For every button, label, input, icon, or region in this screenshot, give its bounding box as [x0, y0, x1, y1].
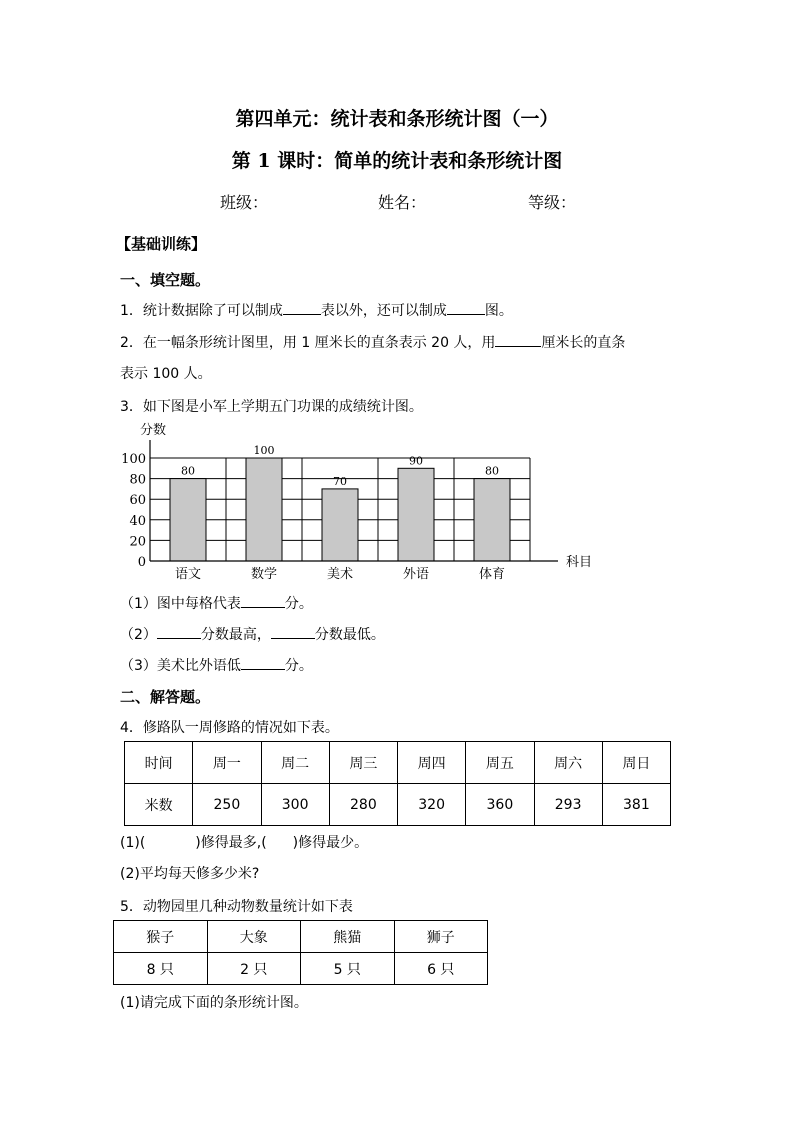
q4s1-text-b: )修得最多,(	[195, 835, 267, 851]
q3s1-text-a: （1）图中每格代表	[120, 596, 241, 612]
q3-sub-3	[120, 655, 313, 675]
table4-cell: 周五	[466, 742, 534, 784]
q3s2-blank-1[interactable]	[157, 624, 201, 639]
x-axis-title: 科目	[566, 555, 593, 570]
x-category-label: 美术	[326, 567, 354, 582]
y-tick-label: 60	[129, 493, 146, 509]
table4-cell: 381	[602, 784, 670, 826]
y-tick-label: 100	[121, 452, 146, 467]
bar-体育	[474, 479, 510, 561]
table5-cell: 5 只	[301, 953, 395, 985]
table4-cell: 周三	[329, 742, 397, 784]
table5-cell: 6 只	[394, 953, 488, 985]
table4-cell: 周六	[534, 742, 602, 784]
table4-cell: 300	[261, 784, 329, 826]
question-5: 5．动物园里几种动物数量统计如下表	[120, 899, 353, 915]
x-category-label: 语文	[174, 567, 202, 582]
table4-cell: 米数	[125, 784, 193, 826]
table4-data-row	[125, 784, 671, 826]
bar-数学	[246, 458, 282, 561]
bar-data-label: 80	[181, 464, 195, 478]
q4s1-text-a: (1)(	[120, 835, 146, 851]
q5-sub-1: (1)请完成下面的条形统计图。	[120, 995, 308, 1011]
table4-cell: 280	[329, 784, 397, 826]
score-bar-chart	[110, 418, 610, 583]
x-category-label: 体育	[478, 567, 506, 582]
name-field-label: 姓名：	[378, 193, 427, 212]
table4-cell: 360	[466, 784, 534, 826]
q3-sub-2	[120, 624, 385, 644]
y-tick-label: 40	[129, 513, 146, 529]
bar-data-label: 80	[485, 464, 499, 478]
question-1	[120, 300, 513, 320]
class-field-label: 班级：	[220, 193, 269, 212]
zoo-animals-table	[113, 920, 488, 985]
table5-cell: 狮子	[394, 921, 488, 953]
table4-cell: 周日	[602, 742, 670, 784]
q3s2-blank-2[interactable]	[271, 624, 315, 639]
table5-data-row	[114, 953, 488, 985]
bar-data-label: 70	[333, 474, 347, 488]
question-3: 3．如下图是小军上学期五门功课的成绩统计图。	[120, 399, 423, 415]
q3s2-text-b: 分数最高，	[200, 627, 271, 643]
section-basic-training: 【基础训练】	[116, 235, 207, 253]
page-title: 第四单元：统计表和条形统计图（一）	[235, 108, 559, 130]
q1-text-c: 图。	[484, 303, 513, 319]
q3-sub-1	[120, 593, 313, 613]
q4-sub-1	[120, 832, 368, 852]
table5-header-row	[114, 921, 488, 953]
y-axis-title: 分数	[140, 423, 167, 438]
y-tick-label: 80	[129, 472, 146, 488]
question-2	[120, 332, 625, 352]
q1-text-b: 表以外，还可以制成	[320, 303, 447, 319]
q1-blank-1[interactable]	[283, 300, 321, 315]
table5-cell: 猴子	[114, 921, 208, 953]
q3s1-text-b: 分。	[284, 596, 313, 612]
q1-text-a: 1．统计数据除了可以制成	[120, 303, 283, 319]
road-repair-table	[124, 741, 671, 826]
q3s2-text-a: （2）	[120, 627, 157, 643]
y-tick-label: 20	[129, 534, 146, 550]
q3s3-blank[interactable]	[241, 655, 285, 670]
q3s3-text-a: （3）美术比外语低	[120, 658, 241, 674]
bar-外语	[398, 468, 434, 561]
question-4: 4．修路队一周修路的情况如下表。	[120, 720, 339, 736]
table5-cell: 熊猫	[301, 921, 395, 953]
q2-blank[interactable]	[495, 332, 541, 347]
table4-cell: 周四	[398, 742, 466, 784]
table4-header-row	[125, 742, 671, 784]
grade-field-label: 等级：	[528, 193, 577, 212]
table4-cell: 293	[534, 784, 602, 826]
bar-美术	[322, 489, 358, 561]
table4-cell: 周二	[261, 742, 329, 784]
table5-cell: 大象	[207, 921, 301, 953]
question-2-line2: 表示 100 人。	[120, 366, 212, 382]
bar-语文	[170, 479, 206, 561]
q2-text-a: 2．在一幅条形统计图里，用 1 厘米长的直条表示 20 人，用	[120, 335, 496, 351]
q1-blank-2[interactable]	[447, 300, 485, 315]
table4-cell: 320	[398, 784, 466, 826]
x-category-label: 数学	[250, 567, 278, 582]
table4-cell: 时间	[125, 742, 193, 784]
part1-heading: 一、填空题。	[120, 271, 211, 289]
q3s1-blank[interactable]	[241, 593, 285, 608]
bar-data-label: 90	[409, 454, 423, 468]
bar-data-label: 100	[253, 444, 275, 457]
table4-cell: 周一	[193, 742, 261, 784]
q4s1-text-c: )修得最少。	[292, 835, 369, 851]
x-category-label: 外语	[402, 567, 430, 582]
table4-cell: 250	[193, 784, 261, 826]
part2-heading: 二、解答题。	[120, 688, 211, 706]
table5-cell: 2 只	[207, 953, 301, 985]
q3s2-text-c: 分数最低。	[314, 627, 385, 643]
q3s3-text-b: 分。	[284, 658, 313, 674]
table5-cell: 8 只	[114, 953, 208, 985]
page-subtitle: 第 1 课时：简单的统计表和条形统计图	[231, 150, 563, 172]
q4-sub-2: (2)平均每天修多少米?	[120, 866, 260, 882]
y-tick-label: 0	[137, 555, 146, 570]
q2-text-b: 厘米长的直条	[541, 335, 626, 351]
